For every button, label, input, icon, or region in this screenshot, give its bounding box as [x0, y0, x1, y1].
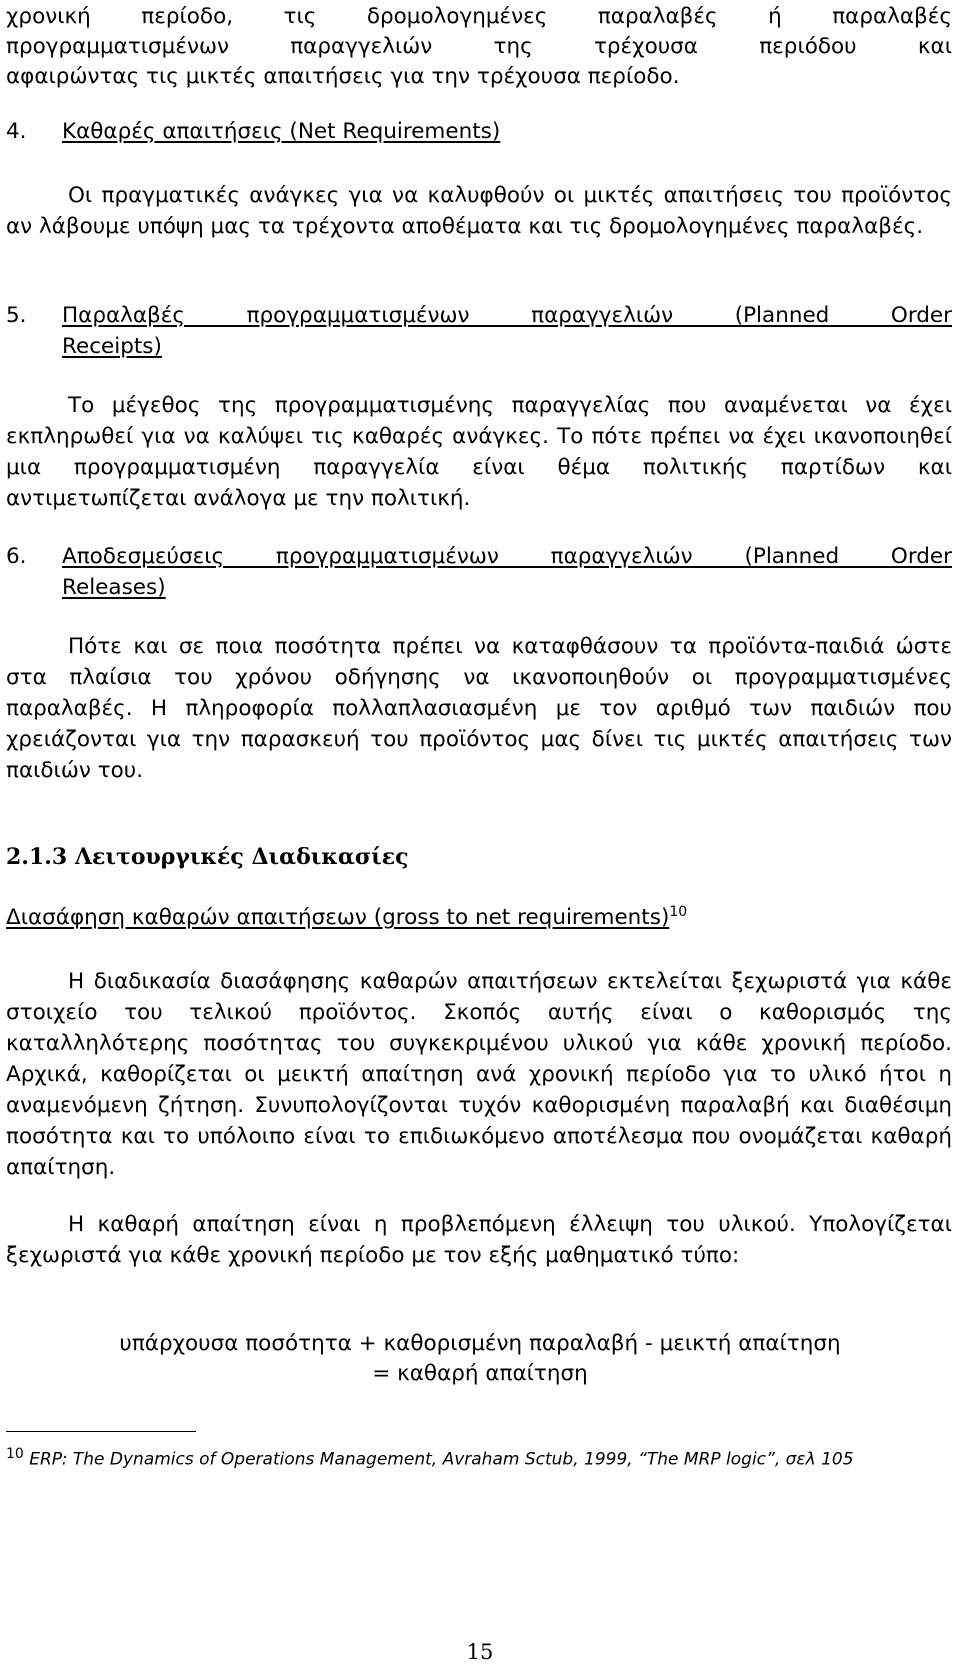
item-5-heading	[6, 300, 952, 362]
item-title: Καθαρές απαιτήσεις (Net Requirements)	[62, 119, 501, 144]
section-number: 2.1.3	[6, 844, 68, 870]
subsection-title: Διασάφηση καθαρών απαιτήσεων (gross to net requirements)	[6, 905, 670, 931]
body-paragraph: Η καθαρή απαίτηση είναι η προβλεπόμενη έλλειψη του υλικού. Υπολογίζεται ξεχωριστά για κάθε χρονική περίοδο με τον εξής μαθηματικό τύπο:	[6, 1212, 952, 1268]
subsection-heading	[6, 904, 952, 930]
item-title-continued: Receipts)	[62, 334, 162, 359]
text-line: αφαιρώντας τις μικτές απαιτήσεις για την τρέχουσα περίοδο.	[6, 64, 680, 89]
item-4-body: Οι πραγματικές ανάγκες για να καλυφθούν οι μικτές απαιτήσεις του προϊόντος αν λάβουμε υπόψη μας τα τρέχοντα αποθέματα και τις δρομολογημένες παραλαβές.	[6, 183, 952, 239]
text-line: χρονική περίοδο, τις δρομολογημένες παραλαβές ή παραλαβές	[6, 4, 952, 29]
item-title: Παραλαβές προγραμματισμένων παραγγελιών (Planned Order	[62, 303, 952, 328]
item-number: 5.	[6, 303, 27, 328]
section-title: Λειτουργικές Διαδικασίες	[74, 844, 409, 870]
page-number: 15	[466, 1640, 494, 1664]
item-4-heading	[6, 119, 952, 144]
section-heading	[6, 844, 952, 870]
footnote-number: 10	[6, 1446, 24, 1462]
body-paragraph: Η διαδικασία διασάφησης καθαρών απαιτήσεων εκτελείται ξεχωριστά για κάθε στοιχείο του τελικού προϊόντος. Σκοπός αυτής είναι ο καθορισμός της καταλληλότερης ποσότητας του συγκεκριμένου υλικού για κάθε χρονική περίοδο. Αρχικά, καθορίζεται οι μεικτή απαίτηση ανά χρονική περίοδο για το υλικό ήτοι η αναμενόμενη ζήτηση. Συνυπολογίζονται τυχόν καθορισμένη παραλαβή και διαθέσιμη ποσότητα και το υπόλοιπο είναι το επιδιωκόμενο αποτέλεσμα που ονομάζεται καθαρή απαίτηση.	[6, 969, 952, 1180]
footnote-text: ERP: The Dynamics of Operations Management, Avraham Sctub, 1999, “The MRP logic”, σελ 105	[29, 1449, 854, 1470]
formula-result: = καθαρή απαίτηση	[372, 1361, 588, 1386]
item-title: Αποδεσμεύσεις προγραμματισμένων παραγγελιών (Planned Order	[62, 544, 952, 569]
item-title-continued: Releases)	[62, 575, 166, 600]
footnote	[6, 1441, 952, 1473]
footnote-divider	[6, 1431, 196, 1432]
continued-paragraph	[6, 2, 952, 92]
item-number: 6.	[6, 544, 27, 569]
text-line: προγραμματισμένων παραγγελιών της τρέχουσα περιόδου και	[6, 34, 952, 59]
footnote-reference: 10	[669, 904, 688, 920]
formula-line: υπάρχουσα ποσότητα + καθορισμένη παραλαβή - μεικτή απαίτηση	[119, 1331, 841, 1356]
item-5-body: Το μέγεθος της προγραμματισμένης παραγγελίας που αναμένεται να έχει εκπληρωθεί για να καλύψει τις καθαρές ανάγκες. Το πότε πρέπει να έχει ικανοποιηθεί μια προγραμματισμένη παραγγελία είναι θέμα πολιτικής παρτίδων και αντιμετωπίζεται ανάλογα με την πολιτική.	[6, 393, 952, 511]
item-6-heading	[6, 541, 952, 603]
item-number: 4.	[6, 119, 27, 144]
item-6-body: Πότε και σε ποια ποσότητα πρέπει να καταφθάσουν τα προϊόντα-παιδιά ώστε στα πλαίσια του χρόνου οδήγησης να ικανοποιηθούν οι προγραμματισμένες παραλαβές. Η πληροφορία πολλαπλασιασμένη με τον αριθμό των παιδιών που χρειάζονται για την παρασκευή του προϊόντος μας δίνει τις μικτές απαιτήσεις των παιδιών του.	[6, 634, 952, 783]
